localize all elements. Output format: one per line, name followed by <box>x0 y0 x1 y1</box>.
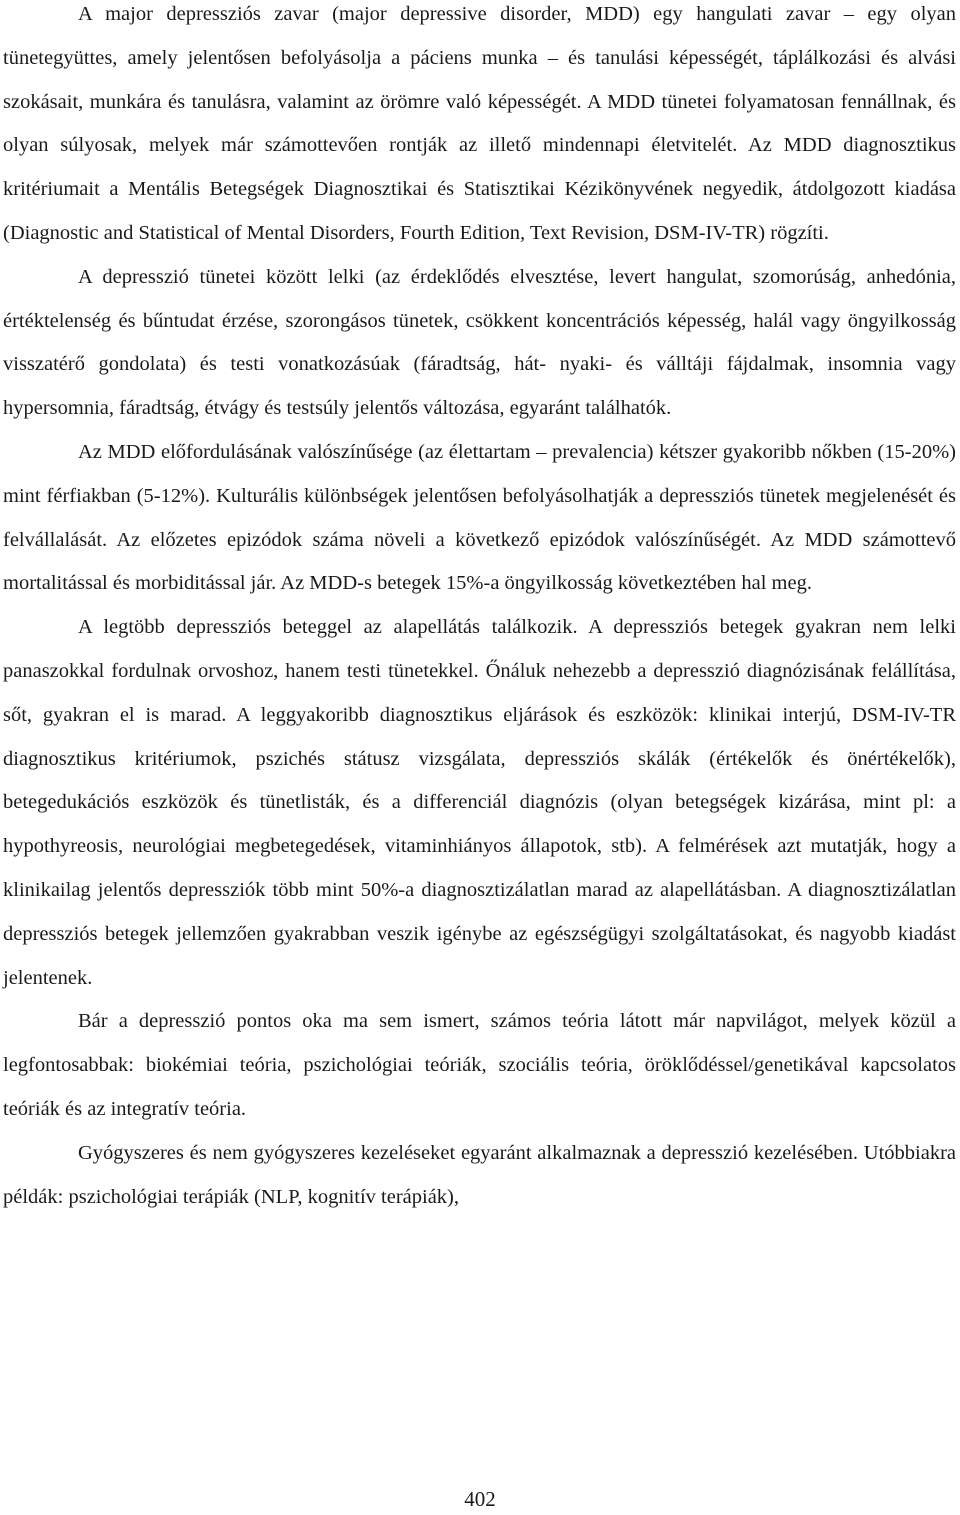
paragraph-mdd-definition: A major depressziós zavar (major depressive disorder, MDD) egy hangulati zavar – egy olyan tünetegyüttes, amely jelentősen befolyásolja a páciens munka – és tanulási képességét, táplálkozási és alvási szokásait, munkára és tanulásra, valamint az örömre való képességét. A MDD tünetei folyamatosan fennállnak, és olyan súlyosak, melyek már számottevően rontják az illető mindennapi életvitelét. Az MDD diagnosztikus kritériumait a Mentális Betegségek Diagnosztikai és Statisztikai Kézikönyvének negyedik, átdolgozott kiadása (Diagnostic and Statistical of Mental Disorders, Fourth Edition, Text Revision, DSM-IV-TR) rögzíti. <box>3 3 956 244</box>
paragraph-depression-symptoms: A depresszió tünetei között lelki (az érdeklődés elvesztése, levert hangulat, szomorúság, anhedónia, értéktelenség és bűntudat érzése, szorongásos tünetek, csökkent koncentrációs képesség, halál vagy öngyilkosság visszatérő gondolata) és testi vonatkozásúak (fáradtság, hát- nyaki- és válltáji fájdalmak, insomnia vagy hypersomnia, fáradtság, étvágy és testsúly jelentős változása, egyaránt találhatók. <box>3 265 956 420</box>
page-number: 402 <box>464 1487 496 1511</box>
paragraph-treatment: Gyógyszeres és nem gyógyszeres kezeléseket egyaránt alkalmaznak a depresszió kezelésében. Utóbbiakra példák: pszichológiai terápiák (NLP, kognitív terápiák), <box>3 1141 956 1208</box>
paragraph-depression-theories: Bár a depresszió pontos oka ma sem ismert, számos teória látott már napvilágot, melyek közül a legfontosabbak: biokémiai teória, pszichológiai teóriák, szociális teória, öröklődéssel/genetikával kapcsolatos teóriák és az integratív teória. <box>3 1010 956 1120</box>
paragraph-mdd-prevalence: Az MDD előfordulásának valószínűsége (az élettartam – prevalencia) kétszer gyakoribb nőkben (15-20%) mint férfiakban (5-12%). Kulturális különbségek jelentősen befolyásolhatják a depressziós tünetek megjelenését és felvállalását. Az előzetes epizódok száma növeli a következő epizódok valószínűségét. Az MDD számottevő mortalitással és morbiditással jár. Az MDD-s betegek 15%-a öngyilkosság következtében hal meg. <box>3 440 956 595</box>
document-page <box>3 0 956 1219</box>
paragraph-primary-care-diagnosis: A legtöbb depressziós beteggel az alapellátás találkozik. A depressziós betegek gyakran nem lelki panaszokkal fordulnak orvoshoz, hanem testi tünetekkel. Őnáluk nehezebb a depresszió diagnózisának felállítása, sőt, gyakran el is marad. A leggyakoribb diagnosztikus eljárások és eszközök: klinikai interjú, DSM-IV-TR diagnosztikus kritériumok, pszichés státusz vizsgálata, depressziós skálák (értékelők és önértékelők), betegedukációs eszközök és tünetlisták, és a differenciál diagnózis (olyan betegségek kizárása, mint pl: a hypothyreosis, neurológiai megbetegedések, vitaminhiányos állapotok, stb). A felmérések azt mutatják, hogy a klinikailag jelentős depressziók több mint 50%-a diagnosztizálatlan marad az alapellátásban. A diagnosztizálatlan depressziós betegek jellemzően gyakrabban veszik igénybe az egészségügyi szolgáltatásokat, és nagyobb kiadást jelentenek. <box>3 616 956 989</box>
